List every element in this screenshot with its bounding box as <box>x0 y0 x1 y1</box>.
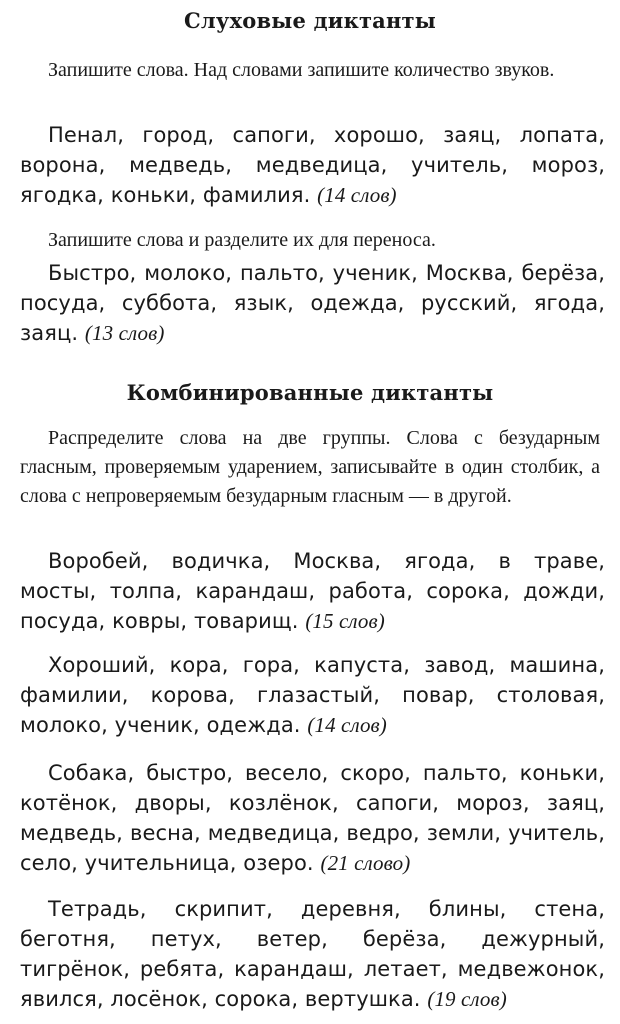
task2-instruction: Запишите слова и разделите их для переноса. <box>48 229 436 251</box>
dictation-word-count: (14 слов) <box>307 713 387 737</box>
task2-words <box>20 258 605 348</box>
dictation-4 <box>20 894 605 1014</box>
task1-words <box>20 120 605 210</box>
dictation-text: Собака, быстро, весело, скоро, пальто, коньки, котёнок, дворы, козлёнок, сапоги, мороз, заяц, медведь, весна, медведица, ведро, земли, учитель, село, учительница, озеро. <box>20 761 605 875</box>
dictation-2 <box>20 650 605 740</box>
task2-text: Быстро, молоко, пальто, ученик, Москва, берёза, посуда, суббота, язык, одежда, русский, ягода, заяц. <box>20 261 605 345</box>
dictation-text: Тетрадь, скрипит, деревня, блины, стена, беготня, петух, ветер, берёза, дежурный, тигрёнок, ребята, карандаш, летает, медвежонок, явился, лосёнок, сорока, вертушка. <box>20 897 605 1011</box>
dictation-text: Хороший, кора, гора, капуста, завод, машина, фамилии, корова, глазастый, повар, столовая, молоко, ученик, одежда. <box>20 653 605 737</box>
task1-text: Пенал, город, сапоги, хорошо, заяц, лопата, ворона, медведь, медведица, учитель, мороз, ягодка, коньки, фамилия. <box>20 123 605 207</box>
task1-instruction: Запишите слова. Над словами запишите количество звуков. <box>48 59 555 81</box>
dictation-word-count: (21 слово) <box>320 851 411 875</box>
dictation-word-count: (19 слов) <box>427 987 507 1011</box>
section-title-auditory: Слуховые диктанты <box>184 8 436 33</box>
task1-word-count: (14 слов) <box>317 183 397 207</box>
section-title-combined: Комбинированные диктанты <box>126 380 494 405</box>
dictation-1 <box>20 546 605 636</box>
dictation-word-count: (15 слов) <box>305 609 385 633</box>
dictation-text: Воробей, водичка, Москва, ягода, в траве, мосты, толпа, карандаш, работа, сорока, дожди, посуда, ковры, товарищ. <box>20 549 605 633</box>
task2-word-count: (13 слов) <box>84 321 165 345</box>
dictation-3 <box>20 758 605 878</box>
combined-instruction: Распределите слова на две группы. Слова с безударным гласным, проверяемым ударением, записывайте в один столбик, а слова с непроверяемым безударным гласным — в другой. <box>20 427 600 507</box>
